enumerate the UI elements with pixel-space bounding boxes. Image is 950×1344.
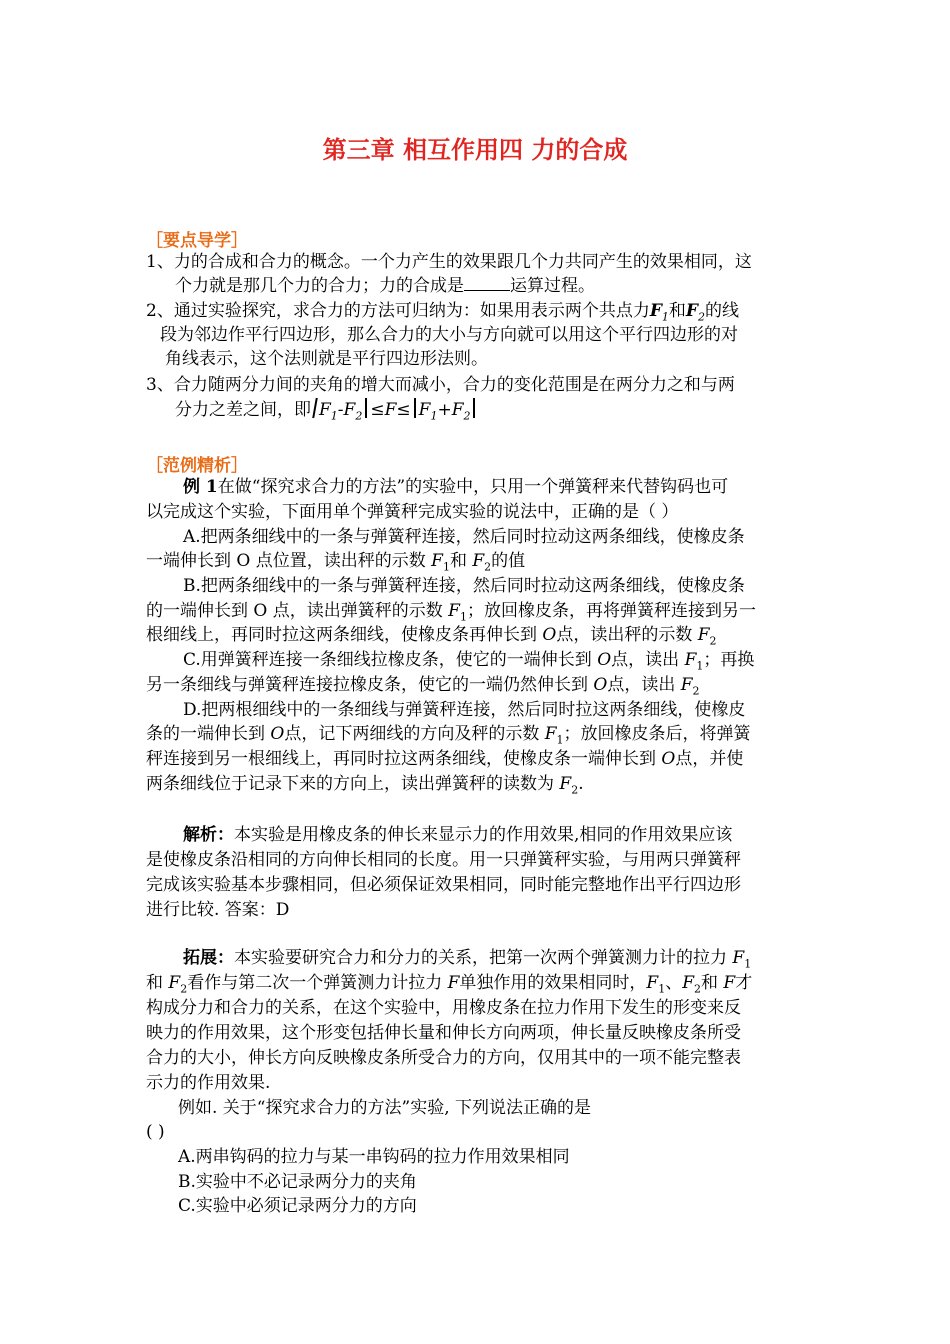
item3-line1: 3、合力随两分力间的夹角的增大而减小，合力的变化范围是在两分力之和与两 — [146, 375, 735, 395]
extension-line4: 映力的作用效果，这个形变包括伸长量和伸长方向两项，伸长量反映橡皮条所受 — [146, 1023, 741, 1043]
option-d-line1: D.把两根细线中的一条细线与弹簧秤连接，然后同时拉这两条细线，使橡皮 — [183, 700, 746, 720]
example2-option-b: B.实验中不必记录两分力的夹角 — [178, 1172, 417, 1192]
option-b-line3: 根细线上，再同时拉这两条细线，使橡皮条再伸长到 O点，读出秤的示数 $F_2$ — [146, 625, 717, 648]
item1-line1: 1、力的合成和合力的概念。一个力产生的效果跟几个力共同产生的效果相同，这 — [146, 252, 752, 272]
item1-line2: 个力就是那几个力的合力；力的合成是 运算过程。 — [175, 276, 595, 296]
analysis-line3: 完成该实验基本步骤相同，但必须保证效果相同，同时能完整地作出平行四边形 — [146, 875, 741, 895]
example1-line2: 以完成这个实验，下面用单个弹簧秤完成实验的说法中，正确的是（ ） — [146, 502, 679, 522]
analysis-line1: 解析：本实验是用橡皮条的伸长来显示力的作用效果,相同的作用效果应该 — [183, 825, 733, 845]
item2-line3: 角线表示，这个法则就是平行四边形法则。 — [165, 349, 488, 369]
section-heading-examples: ［范例精析］ — [146, 456, 248, 476]
analysis-line2: 是使橡皮条沿相同的方向伸长相同的长度。用一只弹簧秤实验，与用两只弹簧秤 — [146, 850, 741, 870]
section-heading-key-points: ［要点导学］ — [146, 231, 248, 251]
option-d-line2: 条的一端伸长到 O点，记下两细线的方向及秤的示数 $F_1$；放回橡皮条后，将弹簧 — [146, 724, 751, 747]
fill-in-blank — [464, 274, 510, 291]
option-a-line2: 一端伸长到 O 点位置，读出秤的示数 $F_1$和 $F_2$的值 — [146, 551, 526, 574]
option-b-line1: B.把两条细线中的一条与弹簧秤连接，然后同时拉动这两条细线，使橡皮条 — [183, 576, 745, 596]
example2-answer-paren: ( ) — [146, 1122, 165, 1142]
example2-option-c: C.实验中必须记录两分力的方向 — [178, 1196, 417, 1216]
extension-line1: 拓展：本实验要研究合力和分力的关系，把第一次两个弹簧测力计的拉力 $F_1$ — [183, 948, 752, 971]
item2-line1: 2、通过实验探究，求合力的方法可归纳为：如果用表示两个共点力$F_1$和$F_2$的线 — [146, 301, 739, 324]
option-c-line2: 另一条细线与弹簧秤连接拉橡皮条，使它的一端仍然伸长到 O点，读出 $F_2$ — [146, 675, 700, 698]
extension-line5: 合力的大小，伸长方向反映橡皮条所受合力的方向，仅用其中的一项不能完整表 — [146, 1048, 741, 1068]
option-d-line4: 两条细线位于记录下来的方向上，读出弹簧秤的读数为 $F_2$. — [146, 774, 584, 797]
example2-line1: 例如. 关于“探究求合力的方法”实验, 下列说法正确的是 — [178, 1098, 591, 1118]
extension-line3: 构成分力和合力的关系，在这个实验中，用橡皮条在拉力作用下发生的形变来反 — [146, 998, 741, 1018]
option-c-line1: C.用弹簧秤连接一条细线拉橡皮条，使它的一端伸长到 O点，读出 $F_1$；再换 — [183, 650, 755, 673]
option-a-line1: A.把两条细线中的一条与弹簧秤连接，然后同时拉动这两条细线，使橡皮条 — [183, 527, 745, 547]
extension-line6: 示力的作用效果. — [146, 1073, 271, 1093]
item2-line2: 段为邻边作平行四边形，那么合力的大小与方向就可以用这个平行四边形的对 — [160, 325, 738, 345]
example1-line1: 例 1在做“探究求合力的方法”的实验中，只用一个弹簧秤来代替钩码也可 — [183, 477, 729, 497]
page-title: 第三章 相互作用四 力的合成 — [322, 136, 628, 164]
option-b-line2: 的一端伸长到 O 点，读出弹簧秤的示数 $F_1$；放回橡皮条，再将弹簧秤连接到另一 — [146, 601, 756, 624]
extension-line2: 和 $F_2$看作与第二次一个弹簧测力计拉力 F单独作用的效果相同时，$F_1$、$F_2$和 F才 — [146, 973, 753, 996]
example2-option-a: A.两串钩码的拉力与某一串钩码的拉力作用效果相同 — [178, 1147, 570, 1167]
analysis-line4: 进行比较. 答案：D — [146, 900, 290, 920]
item3-line2: 分力之差之间，即 $F_1-F_2 \le F\le F_1+F_2$ — [175, 398, 478, 428]
option-d-line3: 秤连接到另一根细线上，再同时拉这两条细线，使橡皮条一端伸长到 O点，并使 — [146, 749, 744, 769]
